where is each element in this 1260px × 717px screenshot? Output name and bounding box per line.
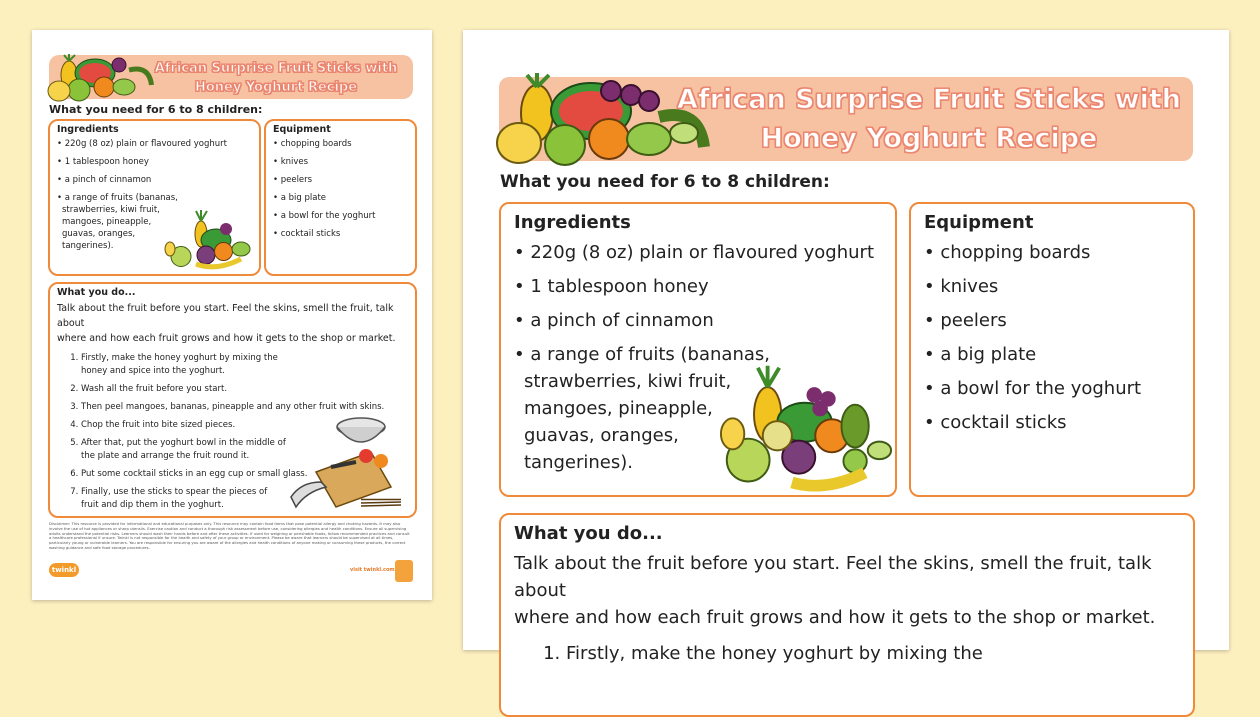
ingredient-item-cont: tangerines). <box>524 452 634 473</box>
ingredient-item: • 220g (8 oz) plain or flavoured yoghurt <box>514 242 874 263</box>
fruit-bowl-icon <box>166 209 256 269</box>
disclaimer-text: Disclaimer: This resource is provided for informational and educational purposes only. This resource may contain food items that pose potential allergy and choking hazards. It may also involve the use of hot appliances or sharp utensils. Exercise caution and conduct a thorough risk assessment before use, considering allergies and health conditions. Ensure all supervising adults understand the potential risks. Learners should wash their hands before and after these activities. If used for weighing or perishable foods, follow recommended practices and consult a healthcare professional if unsure. Twinkl is not responsible for the health and safety of your group or environment. Please be aware that learners should be supervised at all times, particularly young or vulnerable learners. You are responsible for ensuring you are aware of the allergies and health conditions of anyone making or consuming these products, the correct washing guidance and safe food storage procedures. <box>49 521 410 550</box>
equipment-item: • a big plate <box>924 344 1037 365</box>
twinkl-logo: twinkl <box>49 563 79 577</box>
ingredient-item-cont: mangoes, pineapple, <box>524 398 713 419</box>
what-you-do-box <box>48 282 417 518</box>
title-banner <box>49 55 413 99</box>
intro-line: Talk about the fruit before you start. Feel the skins, smell the fruit, talk about <box>514 553 1152 601</box>
equipment-list <box>911 239 1193 436</box>
ingredient-fruits-line: • a range of fruits (bananas, <box>57 193 178 203</box>
ingredient-item: • a pinch of cinnamon <box>514 310 714 331</box>
ingredient-item-cont: tangerines). <box>62 241 114 251</box>
equipment-item: • a bowl for the yoghurt <box>273 211 376 221</box>
equipment-item: • cocktail sticks <box>273 229 341 239</box>
title-line-1: African Surprise Fruit Sticks with <box>154 61 398 76</box>
title-line-2: Honey Yoghurt Recipe <box>760 123 1098 154</box>
ingredient-item: • 220g (8 oz) plain or flavoured yoghurt <box>57 139 227 149</box>
step-text: the plate and arrange the fruit round it. <box>81 451 250 461</box>
equipment-item: • a big plate <box>273 193 327 203</box>
equipment-item: • peelers <box>273 175 313 185</box>
need-heading: What you need for 6 to 8 children: <box>49 103 263 116</box>
ingredient-item-cont: mangoes, pineapple, <box>62 217 152 227</box>
title-line-1: African Surprise Fruit Sticks with <box>677 84 1181 115</box>
step-text: honey and spice into the yoghurt. <box>81 366 225 376</box>
title-line-2: Honey Yoghurt Recipe <box>194 80 358 95</box>
equipment-box <box>264 119 417 276</box>
ingredients-box <box>499 202 897 497</box>
equipment-heading: Equipment <box>924 212 1034 233</box>
ingredient-item-cont: guavas, oranges, <box>524 425 679 446</box>
step-item: 6. Put some cocktail sticks in an egg cup or small glass. <box>81 468 415 481</box>
ingredient-item-cont: strawberries, kiwi fruit, <box>62 205 160 215</box>
title-banner <box>499 77 1193 161</box>
step-text: Firstly, make the honey yoghurt by mixing the <box>81 353 278 363</box>
recipe-title <box>669 80 1189 158</box>
ingredients-heading: Ingredients <box>57 124 119 135</box>
zoomed-page[interactable] <box>463 30 1229 664</box>
step-item: 2. Wash all the fruit before you start. <box>81 383 415 396</box>
step-item: 1. Firstly, make the honey yoghurt by mixing the <box>566 641 1193 667</box>
ingredient-item <box>57 192 259 204</box>
equipment-box <box>909 202 1195 497</box>
step-text: After that, put the yoghurt bowl in the middle of <box>81 438 286 448</box>
equipment-item: • knives <box>273 157 309 167</box>
equipment-item: • knives <box>924 276 999 297</box>
footer-url[interactable]: visit twinkl.com <box>350 567 395 573</box>
what-you-do-box <box>499 513 1195 717</box>
equipment-item: • cocktail sticks <box>924 412 1067 433</box>
equipment-list <box>266 138 415 240</box>
quality-badge-icon <box>395 560 413 582</box>
equipment-heading: Equipment <box>273 124 331 135</box>
ingredients-box <box>48 119 261 276</box>
intro-line: where and how each fruit grows and how it gets to the shop or market. <box>514 607 1156 628</box>
step-text: Finally, use the sticks to spear the pieces of <box>81 487 268 497</box>
ingredient-item: • 1 tablespoon honey <box>57 157 149 167</box>
step-item: 3. Then peel mangoes, bananas, pineapple and any other fruit with skins. <box>81 401 415 414</box>
ingredient-item: • a range of fruits (bananas, <box>514 344 770 365</box>
equipment-item: • peelers <box>924 310 1007 331</box>
ingredient-item-cont: strawberries, kiwi fruit, <box>524 371 732 392</box>
step-item <box>81 352 415 378</box>
what-you-do-heading: What you do... <box>514 523 663 544</box>
ingredient-item: • 1 tablespoon honey <box>514 276 709 297</box>
need-heading: What you need for 6 to 8 children: <box>500 172 830 192</box>
steps-list <box>501 641 1193 667</box>
intro-line: where and how each fruit grows and how it gets to the shop or market. <box>57 333 396 344</box>
thumbnail-page[interactable] <box>32 30 432 600</box>
equipment-item: • chopping boards <box>924 242 1091 263</box>
what-you-do-heading: What you do... <box>57 287 136 298</box>
intro-line: Talk about the fruit before you start. Feel the skins, smell the fruit, talk about <box>57 303 394 329</box>
equipment-item: • chopping boards <box>273 139 352 149</box>
equipment-item: • a bowl for the yoghurt <box>924 378 1142 399</box>
step-text: fruit and dip them in the yoghurt. <box>81 500 224 510</box>
step-item: 4. Chop the fruit into bite sized pieces. <box>81 419 415 432</box>
fruit-pile-icon <box>49 55 154 99</box>
ingredients-heading: Ingredients <box>514 212 631 233</box>
chopping-board-icon <box>286 412 406 512</box>
fruit-bowl-icon <box>719 366 894 491</box>
ingredient-item-cont: guavas, oranges, <box>62 229 136 239</box>
recipe-title <box>141 59 411 97</box>
ingredient-item: • a pinch of cinnamon <box>57 175 152 185</box>
